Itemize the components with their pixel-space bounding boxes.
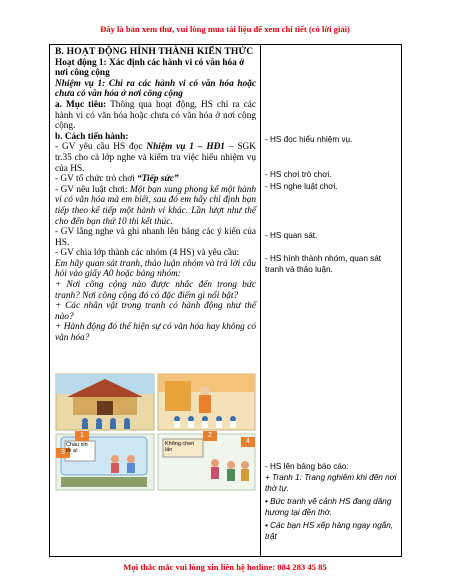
step1-task-ref: Nhiệm vụ 1 – HĐ1 (146, 142, 225, 153)
picture-number-4: 4 (241, 437, 255, 447)
question-1: + Nơi công cộng nào được nhắc đến trong bức tranh? Nơi công cộng đó có đặc điểm gì nổi bật? (55, 280, 256, 301)
question-3: + Hành động đó thể hiện sự có văn hóa hay không có văn hóa? (55, 322, 256, 344)
goal-paragraph (55, 100, 256, 132)
method-label: b. Cách tiến hành: (55, 131, 129, 142)
lesson-table (49, 44, 402, 557)
teacher-column (55, 47, 256, 344)
step3-text: - GV nêu luật chơi: (55, 184, 131, 195)
picture-temple (56, 374, 154, 430)
speech-bubble-text: Cháu xin lỗi ạ! (66, 442, 88, 454)
student-report: - HS lên bảng báo cáo: (265, 462, 349, 471)
sign-text: Không chen lấn (165, 441, 195, 453)
step3-rules: Một bạn xung phong kể một hành vi có văn hóa mà em biết, sau đó em hãy chỉ định bạn tiếp theo kể tiếp một hành vi khác. Lần lượt như thế cho đến bạn thứ 10 thì kết thúc. (55, 184, 256, 227)
step-listen: - GV lắng nghe và ghi nhanh lên bảng các ý kiến của HS. (55, 227, 256, 248)
step-game (55, 174, 256, 185)
step-rules (55, 185, 256, 227)
illustrations (55, 373, 256, 491)
goal-text: Thông qua hoạt động, HS chỉ ra các hành vi có văn hóa hoặc chưa có văn hóa ở nơi công cộng. (55, 99, 256, 132)
step1-text: - GV yêu cầu HS đọc (55, 142, 147, 153)
student-group: - HS hình thành nhóm, quan sát tranh và thảo luận. (265, 254, 382, 274)
column-divider (260, 45, 261, 556)
report-detail-2: • Các bạn HS xếp hàng ngay ngắn, trật (265, 521, 394, 541)
step1-rest: – SGK tr.35 cho cả lớp nghe và kiểm tra việc hiểu nhiệm vụ của HS. (55, 142, 256, 174)
picture-pagoda (158, 374, 255, 430)
report-detail-1: • Bức tranh vẽ cảnh HS đang dâng hương tại đền thờ. (265, 497, 392, 517)
picture-number-2: 2 (203, 431, 217, 441)
task-title: Nhiệm vụ 1: Chỉ ra các hành vi có văn hóa hoặc chưa có văn hóa ở nơi công cộng (55, 78, 256, 100)
preview-banner: Đây là bản xem thử, vui lòng mua tài liệu để xem chi tiết (có lời giải) (100, 24, 350, 34)
picture-number-3: 3 (56, 448, 70, 458)
step2-text: - GV tổ chức trò chơi (55, 174, 138, 185)
group-instruction: Em hãy quan sát tranh, thảo luận nhóm và trả lời câu hỏi vào giấy A0 hoặc bảng nhóm: (55, 258, 256, 280)
student-read: - HS đọc hiểu nhiệm vụ. (265, 135, 353, 144)
student-listen-rules: - HS nghe luật chơi. (265, 182, 338, 191)
picture-number-1: 1 (75, 431, 89, 441)
student-play: - HS chơi trò chơi. (265, 170, 332, 179)
step-read-task (55, 142, 256, 174)
hotline-banner: Mọi thắc mắc vui lòng xin liên hệ hotline: 084 283 45 85 (123, 562, 327, 572)
student-observe: - HS quan sát. (265, 231, 318, 240)
question-2: + Các nhân vật trong tranh có hành động như thế nào? (55, 301, 256, 322)
report-picture-1: + Tranh 1: Trang nghiêm khi đến nơi thờ tự. (265, 473, 397, 493)
section-title: B. HOẠT ĐỘNG HÌNH THÀNH KIẾN THỨC (55, 46, 254, 57)
activity-title: Hoạt động 1: Xác định các hành vi có văn hóa ở nơi công cộng (55, 57, 245, 79)
goal-label: a. Mục tiêu: (55, 99, 107, 110)
step2-game-name: “Tiếp sức” (137, 174, 179, 185)
step-groups: - GV chia lớp thành các nhóm (4 HS) và yêu cầu: (55, 248, 240, 259)
